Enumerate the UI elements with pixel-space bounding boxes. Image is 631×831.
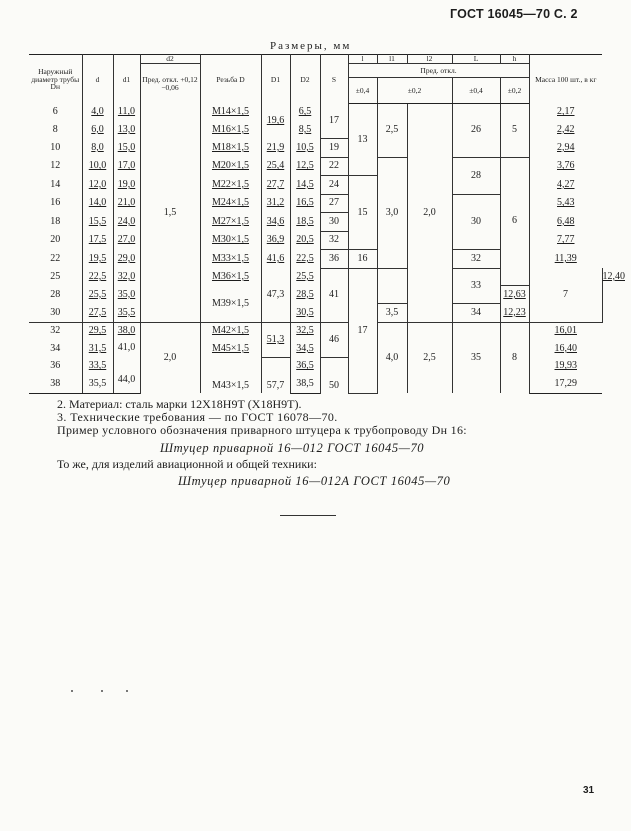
cell-l: 13: [348, 104, 377, 176]
cell-dn: 28: [29, 286, 82, 304]
cell-dn: 25: [29, 268, 82, 286]
cell-mass: 6,48: [529, 213, 602, 232]
cell-d1: 27,0: [113, 231, 140, 250]
cell-dn: 38: [29, 375, 82, 393]
note-material: 2. Материал: сталь марки 12Х18Н9Т (Х18Н9Т).: [57, 397, 302, 411]
cell-mass: 17,29: [529, 375, 602, 393]
cell-D2: 28,5: [290, 286, 320, 304]
cell-d: 12,0: [82, 176, 113, 195]
cell-D1: 51,3: [261, 322, 290, 358]
header-L: L: [452, 55, 500, 64]
cell-mass: 19,93: [529, 358, 602, 376]
cell-l1: [377, 268, 407, 304]
cell-d1: 15,0: [113, 139, 140, 158]
page-number: 31: [583, 785, 595, 796]
cell-thread: M16×1,5: [200, 121, 261, 139]
cell-thread: M43×1,5: [200, 358, 261, 394]
cell-mass: 2,42: [529, 121, 602, 139]
cell-mass: 3,76: [529, 157, 602, 176]
header-tol-L: ±0,4: [452, 78, 500, 104]
header-pred-otkl: Пред. откл.: [348, 63, 529, 77]
dimensions-table: Наружный диаметр трубы Dн d d1 d2 Резьба D D1 D2 S l l1 l2 L h Масса 100 шт., в кг Пред. откл. +0,12 −0,06 Пред. откл. ±0,4 ±0,2 ±0,4 ±0,2 6 4,0 11,0 1,5 M14×1,5 19,6 6,5 17 13 2,5 2,0 26 5 2,17 8 6,0 13,0 M16×1,5 8,5 2,42 10 8,0 15,0 M18×1,5 21,9 10,5 19 2,94 12 10,0 17,0 M20×1,5 25,4 12,5 22 3,0 28 6 3,76 14 12,0 19,0 M22×1,5 27,7 14,5 24 15 4,27 16 14,0 21,0 M24×1,5 31,2 16,5 27 30 5,43 18 15,5 24,0 M27×1,5 34,6 18,5 30 6,48 20 17,5 27,0 M30×1,5 36,9 20,5 32 7,77 22 19,5 29,0 M33×1,5 41,6 22,5 36 16 32 11,39 25 22,5 32,0 M36×1,5 47,3 25,5 41 17 33 7 12,40 28 25,5 35,0 M39×1,5 28,5 12,63 30 27,5 35,5 30,5 3,5 34 12,23 32 29,5 38,0 2,0 M42×1,5 51,3 32,5 46 4,0 2,5 35 8 16,01 34 31,5 41,0 M45×1,5 34,5 16,40 36 33,5 M43×1,5 57,7 36,5 50 19,93 38 35,5 44,0 38,5 17,29: [29, 54, 602, 394]
cell-D2: 36,5: [290, 358, 320, 376]
cell-D2: 34,5: [290, 340, 320, 358]
cell-d: 8,0: [82, 139, 113, 158]
cell-thread: M22×1,5: [200, 176, 261, 195]
cell-h: 6: [500, 157, 529, 286]
cell-d: 15,5: [82, 213, 113, 232]
cell-d1: 35,5: [113, 304, 140, 323]
cell-thread: M36×1,5: [200, 268, 261, 286]
cell-d: 22,5: [82, 268, 113, 286]
cell-D2: 32,5: [290, 322, 320, 340]
cell-d: 25,5: [82, 286, 113, 304]
cell-mass: 4,27: [529, 176, 602, 195]
cell-d1: 19,0: [113, 176, 140, 195]
cell-l1: 3,0: [377, 157, 407, 268]
cell-dn: 36: [29, 358, 82, 376]
header-tol-l: ±0,4: [348, 78, 377, 104]
cell-dn: 20: [29, 231, 82, 250]
cell-thread: M27×1,5: [200, 213, 261, 232]
cell-d: 31,5: [82, 340, 113, 358]
cell-d1: 41,0: [113, 340, 140, 375]
note-requirements: 3. Технические требования — по ГОСТ 16078—70.: [57, 410, 338, 424]
cell-S: 17: [320, 104, 348, 139]
cell-d2-group-a: 1,5: [140, 104, 200, 323]
note-aviation-intro: То же, для изделий авиационной и общей техники:: [57, 457, 317, 471]
cell-D2: 10,5: [290, 139, 320, 158]
cell-l2: 2,0: [407, 104, 452, 323]
header-tol-l12: ±0,2: [377, 78, 452, 104]
cell-D1: 36,9: [261, 231, 290, 250]
example-designation-1: Штуцер приварной 16—012 ГОСТ 16045—70: [160, 441, 425, 455]
cell-thread: M39×1,5: [200, 286, 261, 323]
cell-mass: 2,17: [529, 104, 602, 122]
cell-d2-group-b: 2,0: [140, 322, 200, 393]
header-D2: D2: [290, 55, 320, 104]
cell-L: 35: [452, 322, 500, 393]
cell-d: 33,5: [82, 358, 113, 376]
cell-S: 24: [320, 176, 348, 195]
separator-rule: [280, 515, 336, 516]
cell-thread: M30×1,5: [200, 231, 261, 250]
cell-dn: 18: [29, 213, 82, 232]
cell-l1: 4,0: [377, 322, 407, 393]
cell-L: 32: [452, 250, 500, 269]
cell-l1: 3,5: [377, 304, 407, 323]
cell-mass: 12,63: [500, 286, 529, 304]
cell-S: 41: [320, 268, 348, 322]
cell-S: 22: [320, 157, 348, 176]
cell-d1: 29,0: [113, 250, 140, 269]
cell-dn: 22: [29, 250, 82, 269]
cell-mass: 12,23: [500, 304, 529, 323]
header-d2: d2: [140, 55, 200, 64]
cell-L: 33: [452, 268, 500, 304]
cell-D2: 6,5: [290, 104, 320, 122]
cell-D1: 41,6: [261, 250, 290, 269]
units-label: Размеры, мм: [270, 40, 352, 52]
cell-D1: 47,3: [261, 268, 290, 322]
cell-d: 19,5: [82, 250, 113, 269]
cell-mass: 16,01: [529, 322, 602, 340]
header-D1: D1: [261, 55, 290, 104]
cell-L: 28: [452, 157, 500, 194]
cell-mass: 16,40: [529, 340, 602, 358]
cell-l2: 2,5: [407, 322, 452, 393]
cell-D2: 18,5: [290, 213, 320, 232]
cell-D1: 21,9: [261, 139, 290, 158]
note-example-intro: Пример условного обозначения приварного штуцера к трубопроводу Dн 16:: [57, 423, 467, 437]
cell-thread: M18×1,5: [200, 139, 261, 158]
cell-S: 36: [320, 250, 348, 269]
cell-dn: 34: [29, 340, 82, 358]
cell-d: 17,5: [82, 231, 113, 250]
scan-speck: [101, 690, 103, 692]
cell-dn: 16: [29, 194, 82, 213]
cell-mass: 5,43: [529, 194, 602, 213]
cell-thread: M45×1,5: [200, 340, 261, 358]
header-tol-h: ±0,2: [500, 78, 529, 104]
cell-D1: 57,7: [261, 358, 290, 394]
header-l: l: [348, 55, 377, 64]
cell-h: 5: [500, 104, 529, 158]
cell-h: 7: [529, 268, 602, 322]
cell-L: 30: [452, 194, 500, 250]
cell-thread: M42×1,5: [200, 322, 261, 340]
cell-mass: 11,39: [529, 250, 602, 269]
cell-l: 17: [348, 268, 377, 393]
cell-D1: 19,6: [261, 104, 290, 139]
cell-d1: 35,0: [113, 286, 140, 304]
cell-D2: 38,5: [290, 375, 320, 393]
cell-d: 4,0: [82, 104, 113, 122]
cell-dn: 14: [29, 176, 82, 195]
cell-l: 15: [348, 176, 377, 250]
cell-d: 14,0: [82, 194, 113, 213]
cell-thread: M20×1,5: [200, 157, 261, 176]
cell-d1: 21,0: [113, 194, 140, 213]
cell-l: 16: [348, 250, 377, 269]
scan-speck: [71, 690, 73, 692]
header-S: S: [320, 55, 348, 104]
header-d: d: [82, 55, 113, 104]
cell-D2: 20,5: [290, 231, 320, 250]
cell-dn: 6: [29, 104, 82, 122]
cell-d: 6,0: [82, 121, 113, 139]
header-thread: Резьба D: [200, 55, 261, 104]
cell-d1: 17,0: [113, 157, 140, 176]
cell-D2: 16,5: [290, 194, 320, 213]
cell-dn: 8: [29, 121, 82, 139]
cell-thread: M33×1,5: [200, 250, 261, 269]
cell-d1: 13,0: [113, 121, 140, 139]
cell-thread: M24×1,5: [200, 194, 261, 213]
cell-dn: 10: [29, 139, 82, 158]
cell-d: 35,5: [82, 375, 113, 393]
page-header: ГОСТ 16045—70 С. 2: [450, 7, 578, 21]
cell-L: 26: [452, 104, 500, 158]
cell-thread: M14×1,5: [200, 104, 261, 122]
cell-D1: 27,7: [261, 176, 290, 195]
cell-D1: 25,4: [261, 157, 290, 176]
header-l2: l2: [407, 55, 452, 64]
cell-S: 30: [320, 213, 348, 232]
cell-d: 27,5: [82, 304, 113, 323]
header-h: h: [500, 55, 529, 64]
cell-d: 10,0: [82, 157, 113, 176]
cell-S: 32: [320, 231, 348, 250]
cell-D2: 25,5: [290, 268, 320, 286]
cell-mass: 7,77: [529, 231, 602, 250]
cell-S: 27: [320, 194, 348, 213]
cell-mass: 2,94: [529, 139, 602, 158]
cell-h: 8: [500, 322, 529, 393]
example-designation-2: Штуцер приварной 16—012А ГОСТ 16045—70: [178, 474, 451, 488]
cell-d1: 24,0: [113, 213, 140, 232]
cell-dn: 32: [29, 322, 82, 340]
cell-d: 29,5: [82, 322, 113, 340]
cell-d1: 32,0: [113, 268, 140, 286]
header-l1: l1: [377, 55, 407, 64]
cell-dn: 30: [29, 304, 82, 323]
header-dn: Наружный диаметр трубы Dн: [29, 55, 82, 104]
cell-D2: 30,5: [290, 304, 320, 323]
cell-S: 50: [320, 358, 348, 394]
cell-D2: 8,5: [290, 121, 320, 139]
cell-l1: 2,5: [377, 104, 407, 158]
cell-D2: 12,5: [290, 157, 320, 176]
cell-d1: 44,0: [113, 375, 140, 393]
cell-d1: 11,0: [113, 104, 140, 122]
cell-D2: 14,5: [290, 176, 320, 195]
cell-D2: 22,5: [290, 250, 320, 269]
cell-S: 19: [320, 139, 348, 158]
header-d1: d1: [113, 55, 140, 104]
scan-speck: [126, 690, 128, 692]
cell-dn: 12: [29, 157, 82, 176]
header-d2-tol: Пред. откл. +0,12 −0,06: [140, 63, 200, 104]
cell-D1: 34,6: [261, 213, 290, 232]
cell-d1: 38,0: [113, 322, 140, 340]
cell-S: 46: [320, 322, 348, 358]
cell-L: 34: [452, 304, 500, 323]
header-mass: Масса 100 шт., в кг: [529, 55, 602, 104]
cell-D1: 31,2: [261, 194, 290, 213]
